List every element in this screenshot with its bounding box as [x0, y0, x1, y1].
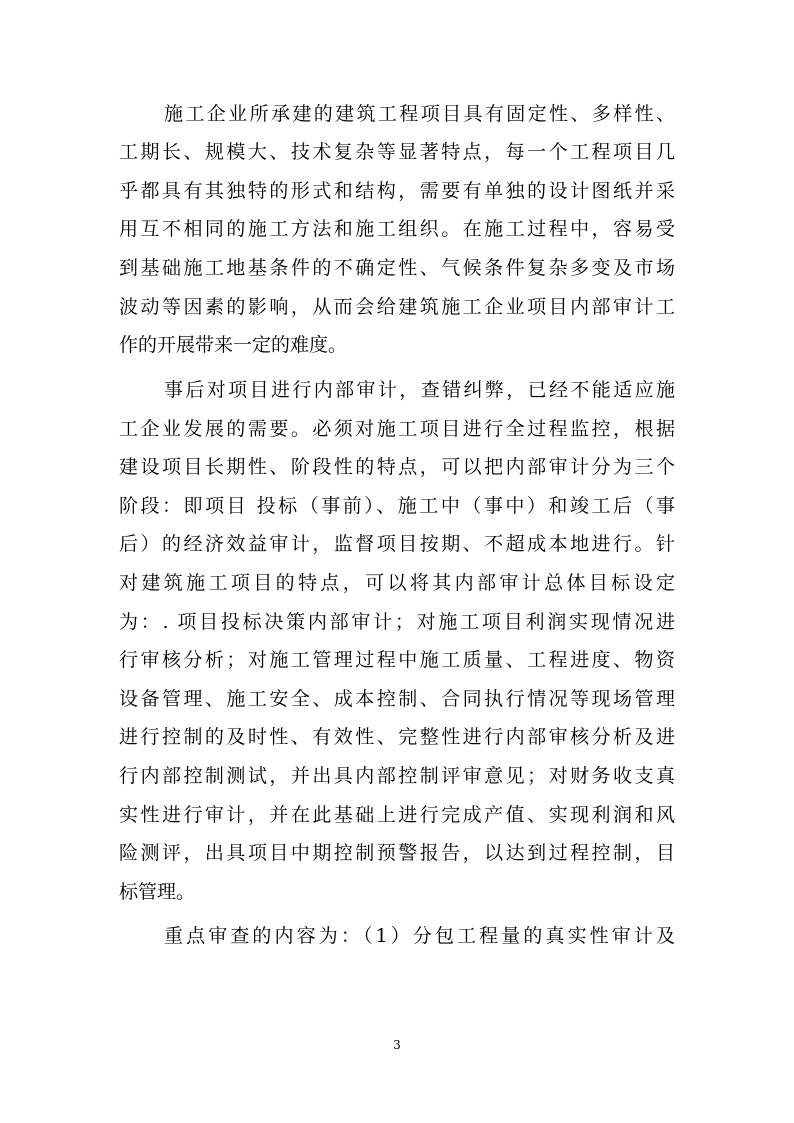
paragraph-2-line-3: 建设项目长期性、阶段性的特点，可以把内部审计分为三个 [119, 456, 675, 478]
paragraph-2-line-9: 设备管理、施工安全、成本控制、合同执行情况等现场管理 [119, 688, 675, 710]
paragraph-3-line-1: 重点审查的内容为：（1）分包工程量的真实性审计及 [164, 925, 675, 947]
paragraph-2-line-5: 后）的经济效益审计，监督项目按期、不超成本地进行。针 [119, 533, 675, 555]
paragraph-2-line-13: 险测评，出具项目中期控制预警报告，以达到过程控制，目 [119, 842, 675, 864]
paragraph-2-line-10: 进行控制的及时性、有效性、完整性进行内部审核分析及进 [119, 726, 675, 748]
paragraph-1-line-7: 作的开展带来一定的难度。 [119, 334, 348, 356]
paragraph-1-line-1: 施工企业所承建的建筑工程项目具有固定性、多样性、 [164, 103, 675, 125]
paragraph-2-line-4: 阶段：即项目 投标（事前）、施工中（事中）和竣工后（事 [119, 495, 675, 517]
paragraph-2-line-12: 实性进行审计，并在此基础上进行完成产值、实现利润和风 [119, 804, 675, 826]
paragraph-2-line-14: 标管理。 [119, 881, 196, 903]
paragraph-2-line-8: 行审核分析；对施工管理过程中施工质量、工程进度、物资 [119, 649, 675, 671]
paragraph-2-line-2: 工企业发展的需要。必须对施工项目进行全过程监控，根据 [119, 418, 675, 440]
paragraph-1-line-6: 波动等因素的影响，从而会给建筑施工企业项目内部审计工 [119, 296, 675, 318]
paragraph-1-line-3: 乎都具有其独特的形式和结构，需要有单独的设计图纸并采 [119, 180, 675, 202]
paragraph-1-line-2: 工期长、规模大、技术复杂等显著特点，每一个工程项目几 [119, 141, 675, 163]
paragraph-1-line-4: 用互不相同的施工方法和施工组织。在施工过程中，容易受 [119, 218, 675, 240]
page-number: 3 [393, 1038, 401, 1052]
paragraph-2-line-7: 为：. 项目投标决策内部审计；对施工项目利润实现情况进 [119, 611, 675, 633]
paragraph-1-line-5: 到基础施工地基条件的不确定性、气候条件复杂多变及市场 [119, 257, 675, 279]
paragraph-2-line-11: 行内部控制测试，并出具内部控制评审意见；对财务收支真 [119, 765, 675, 787]
paragraph-2-line-6: 对建筑施工项目的特点，可以将其内部审计总体目标设定 [119, 572, 675, 594]
paragraph-2-line-1: 事后对项目进行内部审计，查错纠弊，已经不能适应施 [164, 379, 675, 401]
